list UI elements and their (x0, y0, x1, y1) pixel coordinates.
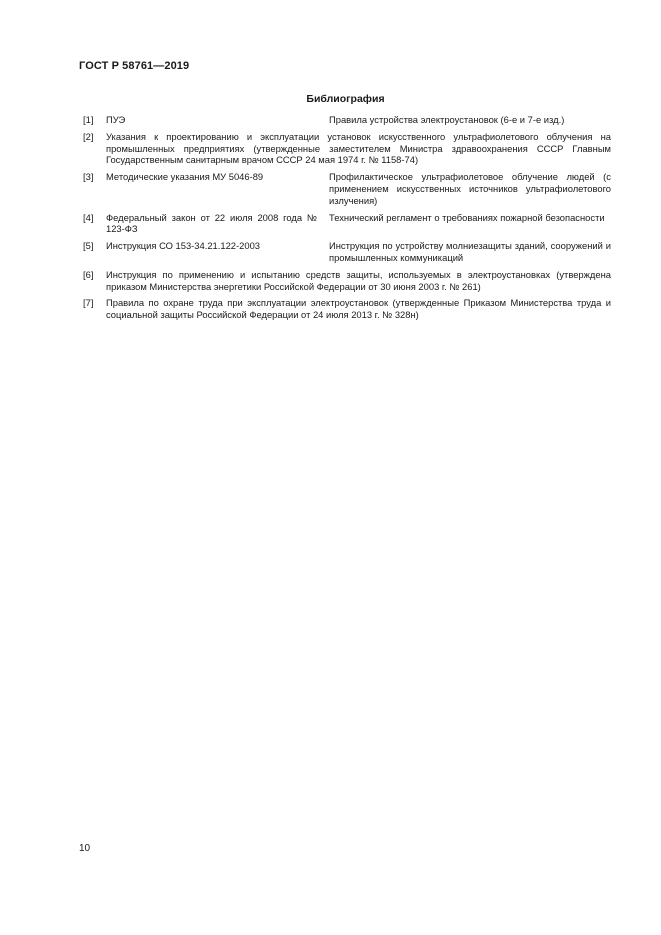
entry-number: [3] (83, 171, 94, 183)
entry-text: Инструкция по применению и испытанию средств защиты, используемых в электроустановках (утверждена приказом Министерства энергетики Российской Федерации от 30 июня 2003 г. № 261) (106, 268, 611, 292)
entry-description: Инструкция по устройству молниезащиты зданий, сооружений и промышленных коммуникаций (329, 240, 611, 263)
entry-description: Технический регламент о требованиях пожарной безопасности (329, 211, 605, 223)
entry-number: [7] (83, 297, 94, 309)
bibliography-list (83, 114, 611, 326)
bibliography-entry-1 (83, 114, 611, 126)
bibliography-entry-2 (83, 131, 611, 166)
entry-number: [2] (83, 130, 94, 142)
page-number: 10 (79, 843, 91, 854)
entry-source: Федеральный закон от 22 июля 2008 года № 123-ФЗ (106, 211, 317, 235)
bibliography-entry-4 (83, 212, 611, 236)
entry-source: Инструкция СО 153-34.21.122-2003 (106, 240, 260, 252)
entry-text: Правила по охране труда при эксплуатации электроустановок (утвержденные Приказом Министерства труда и социальной защиты Российской Федерации от 24 июля 2013 г. № 328н) (106, 297, 611, 321)
section-title: Библиография (306, 93, 385, 105)
entry-source: Методические указания МУ 5046-89 (106, 171, 264, 183)
entry-number: [4] (83, 211, 94, 223)
entry-number: [1] (83, 114, 94, 125)
document-standard-header: ГОСТ Р 58761—2019 (79, 60, 190, 72)
bibliography-entry-6 (83, 269, 611, 293)
entry-description: Профилактическое ультрафиолетовое облучение людей (с применением искусственных источников ультрафиолетового излучения) (329, 171, 611, 206)
entry-number: [5] (83, 240, 94, 252)
entry-text: Указания к проектированию и эксплуатации установок искусственного ультрафиолетового облучения на промышленных предприятиях (утвержденные заместителем Министра здравоохранения СССР Главным Государственным санитарным врачом СССР 24 мая 1974 г. № 1158-74) (106, 130, 611, 166)
bibliography-entry-3 (83, 171, 611, 206)
entry-description: Правила устройства электроустановок (6-е и 7-е изд.) (329, 114, 565, 125)
bibliography-entry-7 (83, 297, 611, 321)
entry-number: [6] (83, 268, 94, 280)
entry-source: ПУЭ (106, 114, 126, 125)
bibliography-entry-5 (83, 240, 611, 264)
